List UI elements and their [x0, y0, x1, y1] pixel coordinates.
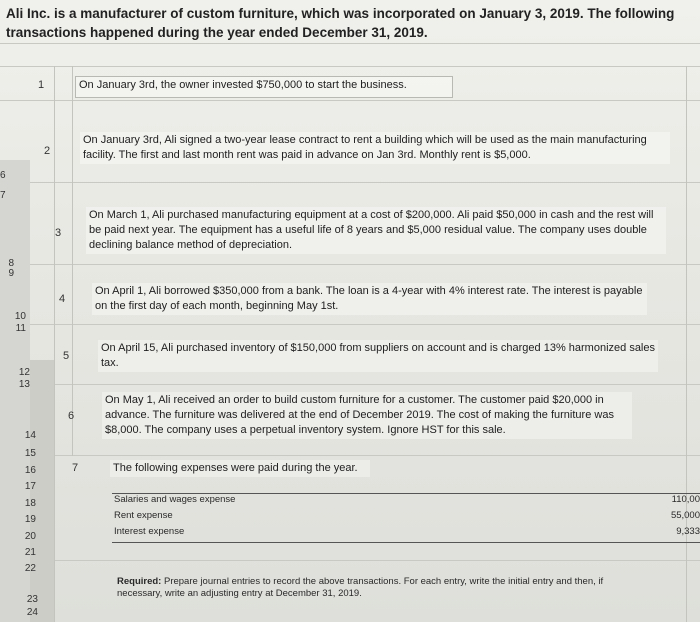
row-number[interactable]: 21	[24, 547, 36, 558]
expense-label: Rent expense	[114, 510, 173, 521]
expense-value: 9,333	[676, 526, 700, 537]
row-number[interactable]: 19	[24, 514, 36, 525]
grid-line	[0, 560, 700, 561]
transaction-cell[interactable]: On January 3rd, Ali signed a two-year lease contract to rent a building which will be used as the main manufacturing facility. The first and last month rent was paid in advance on Jan 3rd. Monthly rent is $5,000.	[80, 132, 670, 164]
row-number[interactable]: 10	[14, 311, 26, 322]
transaction-number: 6	[67, 410, 75, 422]
expense-row[interactable]	[112, 525, 700, 541]
table-border	[112, 542, 700, 543]
transaction-cell[interactable]: On May 1, Ali received an order to build custom furniture for a customer. The customer paid $20,000 in advance. The furniture was delivered at the end of December 2019. The cost of making the furniture was $8,000. The company uses a perpetual inventory system. Ignore HST for this sale.	[102, 392, 632, 439]
transaction-number: 1	[37, 79, 45, 91]
grid-line	[54, 66, 55, 622]
transaction-cell[interactable]: On April 15, Ali purchased inventory of $150,000 from suppliers on account and is charged 13% harmonized sales tax.	[98, 340, 658, 372]
row-number[interactable]: 9	[8, 268, 14, 279]
row-number[interactable]: 13	[18, 379, 30, 390]
required-label: Required:	[117, 576, 162, 587]
row-number[interactable]: 14	[24, 430, 36, 441]
transaction-number: 3	[54, 227, 62, 239]
grid-line	[0, 384, 700, 385]
header-text: Ali Inc. is a manufacturer of custom furniture, which was incorporated on January 3, 2019. The following transactions happened during the year ended December 31, 2019.	[6, 6, 675, 40]
grid-line	[0, 66, 700, 67]
expense-table	[112, 493, 700, 541]
row-number[interactable]: 15	[24, 448, 36, 459]
expense-value: 110,00	[671, 494, 700, 505]
row-number[interactable]: 22	[24, 563, 36, 574]
row-number[interactable]: 24	[26, 607, 38, 618]
row-number[interactable]: 23	[26, 594, 38, 605]
transaction-cell[interactable]: On March 1, Ali purchased manufacturing equipment at a cost of $200,000. Ali paid $50,000 in cash and the rest will be paid next year. The equipment has a useful life of 8 years and $5,000 residual value. The company uses double declining balance method of depreciation.	[86, 207, 666, 254]
expense-row[interactable]	[112, 493, 700, 509]
required-text: Prepare journal entries to record the above transactions. For each entry, write the initial entry and then, if necessary, write an adjusting entry at December 31, 2019.	[117, 576, 604, 599]
transaction-number: 5	[62, 350, 70, 362]
row-number[interactable]: 6	[0, 170, 6, 181]
grid-line	[0, 100, 700, 101]
row-number[interactable]: 20	[24, 531, 36, 542]
transaction-cell[interactable]: The following expenses were paid during the year.	[110, 460, 370, 477]
row-number[interactable]: 11	[15, 323, 26, 334]
row-number[interactable]: 17	[24, 481, 36, 492]
expense-value: 55,000	[670, 510, 700, 521]
expense-label: Interest expense	[114, 526, 185, 537]
transaction-number: 2	[43, 145, 51, 157]
transaction-number: 7	[71, 462, 79, 474]
grid-line	[0, 182, 700, 183]
grid-line	[0, 264, 700, 265]
row-number[interactable]: 8	[8, 258, 14, 269]
grid-line	[72, 66, 73, 456]
grid-line	[0, 43, 700, 44]
row-number[interactable]: 7	[0, 190, 6, 201]
row-number[interactable]: 12	[18, 367, 30, 378]
transaction-cell[interactable]: On April 1, Ali borrowed $350,000 from a bank. The loan is a 4-year with 4% interest rate. The interest is payable on the first day of each month, beginning May 1st.	[92, 283, 647, 315]
row-number[interactable]: 16	[24, 465, 36, 476]
expense-label: Salaries and wages expense	[114, 494, 236, 505]
required-instructions[interactable]	[117, 576, 647, 600]
grid-line	[0, 324, 700, 325]
grid-line	[0, 455, 700, 456]
transaction-cell[interactable]: On January 3rd, the owner invested $750,000 to start the business.	[75, 76, 453, 98]
row-number[interactable]: 18	[24, 498, 36, 509]
transaction-number: 4	[58, 293, 66, 305]
expense-row[interactable]	[112, 509, 700, 525]
